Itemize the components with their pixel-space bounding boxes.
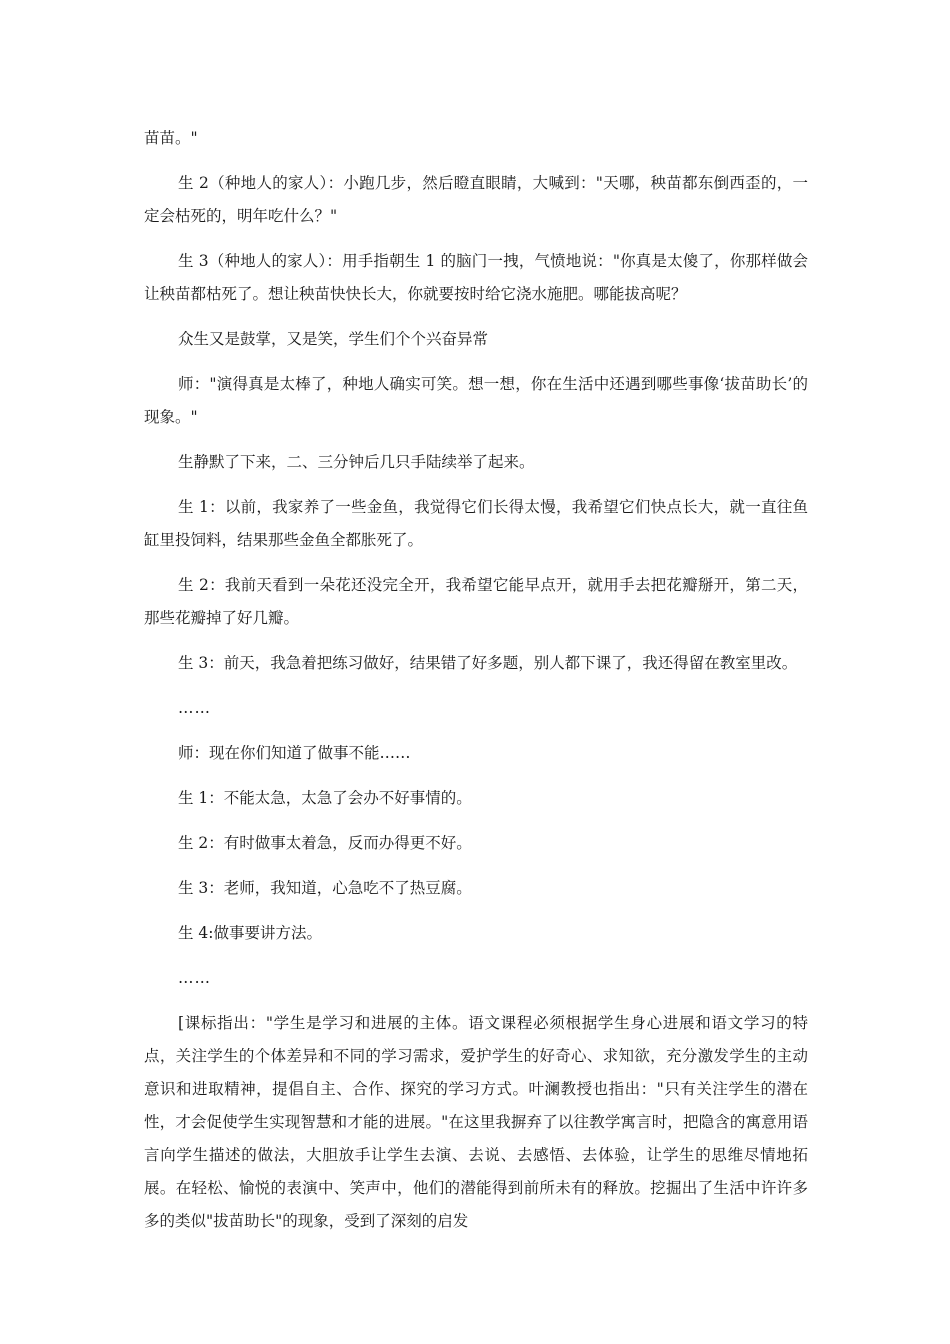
- paragraph-12: 生 1：不能太急，太急了会办不好事情的。: [178, 789, 472, 807]
- paragraph-6: 生静默了下来，二、三分钟后几只手陆续举了起来。: [178, 453, 535, 471]
- paragraph-11: 师：现在你们知道了做事不能……: [178, 744, 411, 762]
- paragraph-7: 生 1：以前，我家养了一些金鱼，我觉得它们长得太慢，我希望它们快点长大，就一直往鱼缸里投饲料，结果那些金鱼全都胀死了。: [144, 498, 808, 549]
- document-page: [144, 122, 808, 1250]
- paragraph-9: 生 3：前天，我急着把练习做好，结果错了好多题，别人都下课了，我还得留在教室里改。: [178, 654, 798, 672]
- paragraph-2: 生 2（种地人的家人）：小跑几步，然后瞪直眼睛，大喊到："天哪，秧苗都东倒西歪的，一定会枯死的，明年吃什么？": [144, 174, 808, 225]
- paragraph-15: 生 4:做事要讲方法。: [178, 924, 323, 942]
- ellipsis-2: ……: [178, 969, 211, 987]
- paragraph-3: 生 3（种地人的家人）：用手指朝生 1 的脑门一拽，气愤地说："你真是太傻了，你那样做会让秧苗都枯死了。想让秧苗快快长大，你就要按时给它浇水施肥。哪能拔高呢？: [144, 252, 808, 303]
- paragraph-8: 生 2：我前天看到一朵花还没完全开，我希望它能早点开，就用手去把花瓣掰开，第二天，那些花瓣掉了好几瓣。: [144, 576, 808, 627]
- paragraph-5: 师："演得真是太棒了，种地人确实可笑。想一想，你在生活中还遇到哪些事像‘拔苗助长’的现象。": [144, 375, 808, 426]
- ellipsis-1: ……: [178, 699, 211, 717]
- paragraph-1: 苗苗。": [144, 129, 198, 147]
- paragraph-4: 众生又是鼓掌，又是笑，学生们个个兴奋异常: [178, 330, 489, 348]
- paragraph-17: [课标指出："学生是学习和进展的主体。语文课程必须根据学生身心进展和语文学习的特点，关注学生的个体差异和不同的学习需求，爱护学生的好奇心、求知欲，充分激发学生的主动意识和进取精神，提倡自主、合作、探究的学习方式。叶澜教授也指出："只有关注学生的潜在性，才会促使学生实现智慧和才能的进展。"在这里我摒弃了以往教学寓言时，把隐含的寓意用语言向学生描述的做法，大胆放手让学生去演、去说、去感悟、去体验，让学生的思维尽情地拓展。在轻松、愉悦的表演中、笑声中，他们的潜能得到前所未有的释放。挖掘出了生活中许许多多的类似"拔苗助长"的现象，受到了深刻的启发: [144, 1014, 808, 1230]
- paragraph-13: 生 2：有时做事太着急，反而办得更不好。: [178, 834, 472, 852]
- paragraph-14: 生 3：老师，我知道，心急吃不了热豆腐。: [178, 879, 472, 897]
